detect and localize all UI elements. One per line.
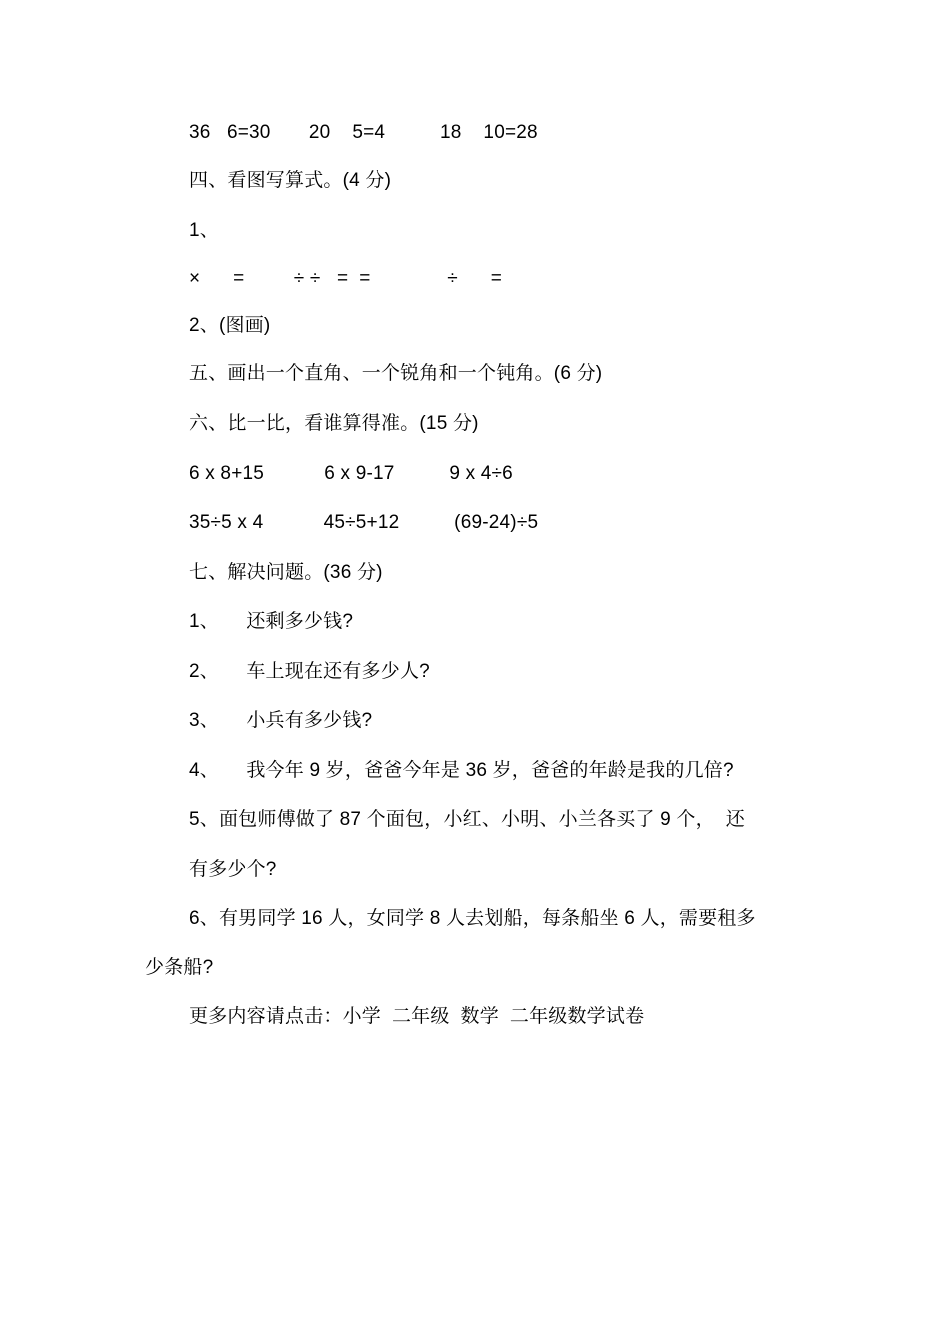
fill-in-operators-row: 36 6=30 20 5=4 18 10=28 [189, 122, 538, 143]
problem-5-line-2: 有多少个? [189, 859, 277, 880]
section-4-heading: 四、看图写算式。(4 分) [189, 170, 392, 191]
section-4-equations-row: × = ÷ ÷ = = ÷ = [189, 268, 502, 289]
section-4-item-1: 1、 [189, 220, 219, 241]
problem-1: 1、 还剩多少钱? [189, 611, 354, 632]
section-5-heading: 五、画出一个直角、一个锐角和一个钝角。(6 分) [189, 363, 603, 384]
section-6-heading: 六、比一比，看谁算得准。(15 分) [189, 413, 479, 434]
problem-5-line-1: 5、面包师傅做了 87 个面包，小红、小明、小兰各买了 9 个， 还 [189, 809, 745, 830]
more-content-links[interactable]: 更多内容请点击：小学 二年级 数学 二年级数学试卷 [189, 1006, 645, 1027]
problem-2: 2、 车上现在还有多少人? [189, 661, 430, 682]
problem-3: 3、 小兵有多少钱? [189, 710, 373, 731]
problem-4: 4、 我今年 9 岁，爸爸今年是 36 岁，爸爸的年龄是我的几倍? [189, 760, 734, 781]
section-6-row-2: 35÷5 x 4 45÷5+12 (69-24)÷5 [189, 512, 539, 533]
section-6-row-1: 6 x 8+15 6 x 9-17 9 x 4÷6 [189, 463, 513, 484]
section-7-heading: 七、解决问题。(36 分) [189, 562, 383, 583]
problem-6-line-1: 6、有男同学 16 人，女同学 8 人去划船，每条船坐 6 人，需要租多 [189, 908, 756, 929]
problem-6-line-2: 少条船? [145, 957, 214, 978]
section-4-item-2: 2、(图画) [189, 315, 271, 336]
